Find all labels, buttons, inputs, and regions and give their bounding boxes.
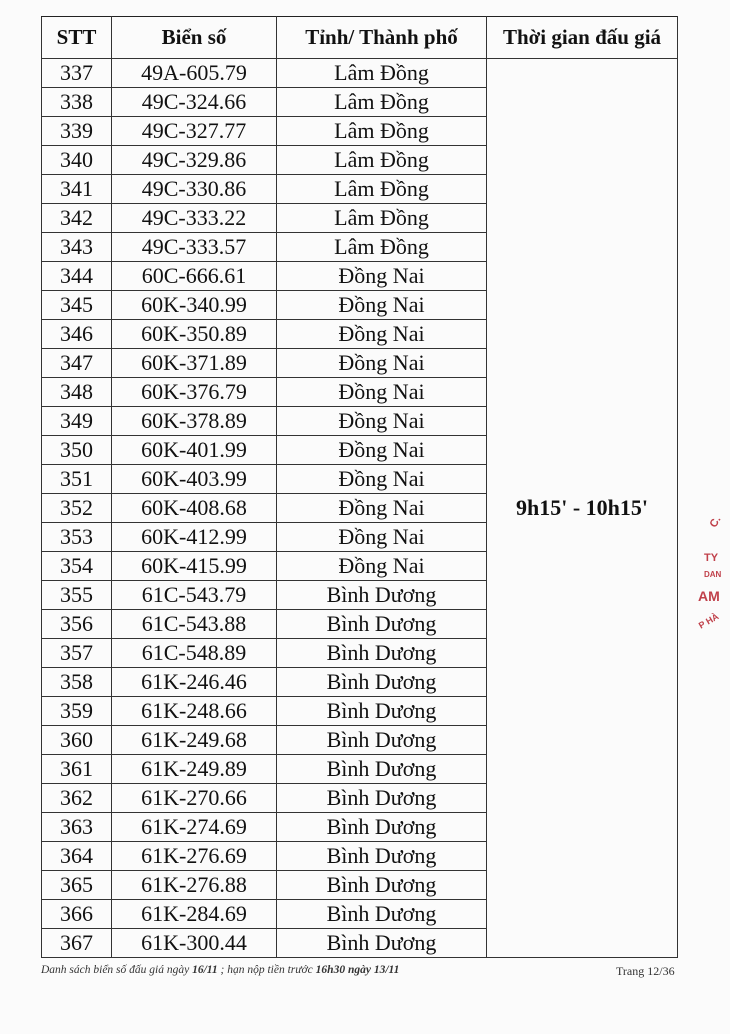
page-number: Trang 12/36 [616, 964, 675, 978]
row-province: Lâm Đồng [277, 146, 487, 175]
row-plate: 60K-340.99 [112, 291, 277, 320]
row-plate: 60K-401.99 [112, 436, 277, 465]
row-province: Bình Dương [277, 900, 487, 929]
table-header-row [42, 17, 678, 59]
row-plate: 61K-246.46 [112, 668, 277, 697]
row-province: Lâm Đồng [277, 59, 487, 88]
row-stt: 343 [42, 233, 112, 262]
row-plate: 61C-548.89 [112, 639, 277, 668]
row-stt: 348 [42, 378, 112, 407]
row-province: Đồng Nai [277, 494, 487, 523]
row-province: Bình Dương [277, 581, 487, 610]
footer-deadline: 16h30 ngày 13/11 [315, 964, 400, 976]
row-stt: 347 [42, 349, 112, 378]
footer-note [41, 964, 399, 976]
row-province: Bình Dương [277, 871, 487, 900]
row-plate: 60K-350.89 [112, 320, 277, 349]
row-stt: 345 [42, 291, 112, 320]
row-plate: 60K-378.89 [112, 407, 277, 436]
row-stt: 340 [42, 146, 112, 175]
row-province: Bình Dương [277, 813, 487, 842]
row-plate: 61K-270.66 [112, 784, 277, 813]
row-stt: 359 [42, 697, 112, 726]
row-plate: 61K-284.69 [112, 900, 277, 929]
row-province: Đồng Nai [277, 378, 487, 407]
row-plate: 61K-249.89 [112, 755, 277, 784]
footer-note-prefix: Danh sách biển số đấu giá ngày [41, 964, 190, 976]
header-province: Tỉnh/ Thành phố [277, 17, 487, 59]
row-stt: 338 [42, 88, 112, 117]
table-row [42, 59, 678, 88]
row-plate: 49C-333.57 [112, 233, 277, 262]
row-province: Đồng Nai [277, 349, 487, 378]
row-stt: 351 [42, 465, 112, 494]
row-province: Bình Dương [277, 755, 487, 784]
row-stt: 367 [42, 929, 112, 958]
row-province: Bình Dương [277, 697, 487, 726]
row-plate: 60C-666.61 [112, 262, 277, 291]
row-stt: 341 [42, 175, 112, 204]
row-province: Lâm Đồng [277, 233, 487, 262]
row-plate: 49C-329.86 [112, 146, 277, 175]
row-plate: 61K-249.68 [112, 726, 277, 755]
row-plate: 60K-403.99 [112, 465, 277, 494]
row-province: Đồng Nai [277, 436, 487, 465]
company-stamp-fragment [690, 512, 730, 642]
row-plate: 60K-415.99 [112, 552, 277, 581]
row-plate: 60K-371.89 [112, 349, 277, 378]
footer-note-middle: ; hạn nộp tiền trước [220, 964, 313, 976]
row-province: Đồng Nai [277, 552, 487, 581]
row-province: Lâm Đồng [277, 204, 487, 233]
row-stt: 346 [42, 320, 112, 349]
row-province: Đồng Nai [277, 523, 487, 552]
row-province: Đồng Nai [277, 262, 487, 291]
row-plate: 61K-248.66 [112, 697, 277, 726]
row-stt: 353 [42, 523, 112, 552]
row-stt: 366 [42, 900, 112, 929]
row-plate: 61K-274.69 [112, 813, 277, 842]
header-plate: Biển số [112, 17, 277, 59]
stamp-line: TY [704, 552, 719, 564]
row-plate: 61C-543.79 [112, 581, 277, 610]
row-stt: 360 [42, 726, 112, 755]
row-province: Bình Dương [277, 726, 487, 755]
row-stt: 355 [42, 581, 112, 610]
row-plate: 60K-376.79 [112, 378, 277, 407]
row-plate: 61K-276.88 [112, 871, 277, 900]
row-stt: 354 [42, 552, 112, 581]
row-province: Đồng Nai [277, 291, 487, 320]
stamp-line: C. [707, 514, 724, 530]
row-stt: 339 [42, 117, 112, 146]
row-plate: 49A-605.79 [112, 59, 277, 88]
row-plate: 60K-412.99 [112, 523, 277, 552]
header-auction-time: Thời gian đấu giá [487, 17, 678, 59]
row-stt: 344 [42, 262, 112, 291]
row-province: Đồng Nai [277, 465, 487, 494]
row-stt: 357 [42, 639, 112, 668]
auction-time-cell: 9h15' - 10h15' [487, 59, 678, 958]
row-plate: 60K-408.68 [112, 494, 277, 523]
row-province: Bình Dương [277, 639, 487, 668]
row-province: Bình Dương [277, 784, 487, 813]
stamp-line: DAN [704, 570, 722, 579]
row-stt: 342 [42, 204, 112, 233]
row-province: Đồng Nai [277, 407, 487, 436]
row-plate: 61C-543.88 [112, 610, 277, 639]
row-plate: 49C-327.77 [112, 117, 277, 146]
row-stt: 349 [42, 407, 112, 436]
row-stt: 361 [42, 755, 112, 784]
row-stt: 362 [42, 784, 112, 813]
row-plate: 49C-330.86 [112, 175, 277, 204]
row-province: Lâm Đồng [277, 117, 487, 146]
row-stt: 356 [42, 610, 112, 639]
row-province: Lâm Đồng [277, 88, 487, 117]
footer-auction-date: 16/11 [192, 964, 218, 976]
row-province: Bình Dương [277, 668, 487, 697]
row-stt: 352 [42, 494, 112, 523]
row-province: Bình Dương [277, 929, 487, 958]
row-stt: 358 [42, 668, 112, 697]
row-plate: 61K-300.44 [112, 929, 277, 958]
row-province: Đồng Nai [277, 320, 487, 349]
row-stt: 364 [42, 842, 112, 871]
row-stt: 363 [42, 813, 112, 842]
row-stt: 350 [42, 436, 112, 465]
row-province: Lâm Đồng [277, 175, 487, 204]
row-province: Bình Dương [277, 842, 487, 871]
row-province: Bình Dương [277, 610, 487, 639]
row-plate: 49C-333.22 [112, 204, 277, 233]
stamp-line: AM [698, 588, 720, 604]
license-plate-table [41, 16, 678, 958]
row-stt: 337 [42, 59, 112, 88]
row-stt: 365 [42, 871, 112, 900]
row-plate: 49C-324.66 [112, 88, 277, 117]
stamp-line: P HÀ [696, 611, 721, 631]
row-plate: 61K-276.69 [112, 842, 277, 871]
header-stt: STT [42, 17, 112, 59]
